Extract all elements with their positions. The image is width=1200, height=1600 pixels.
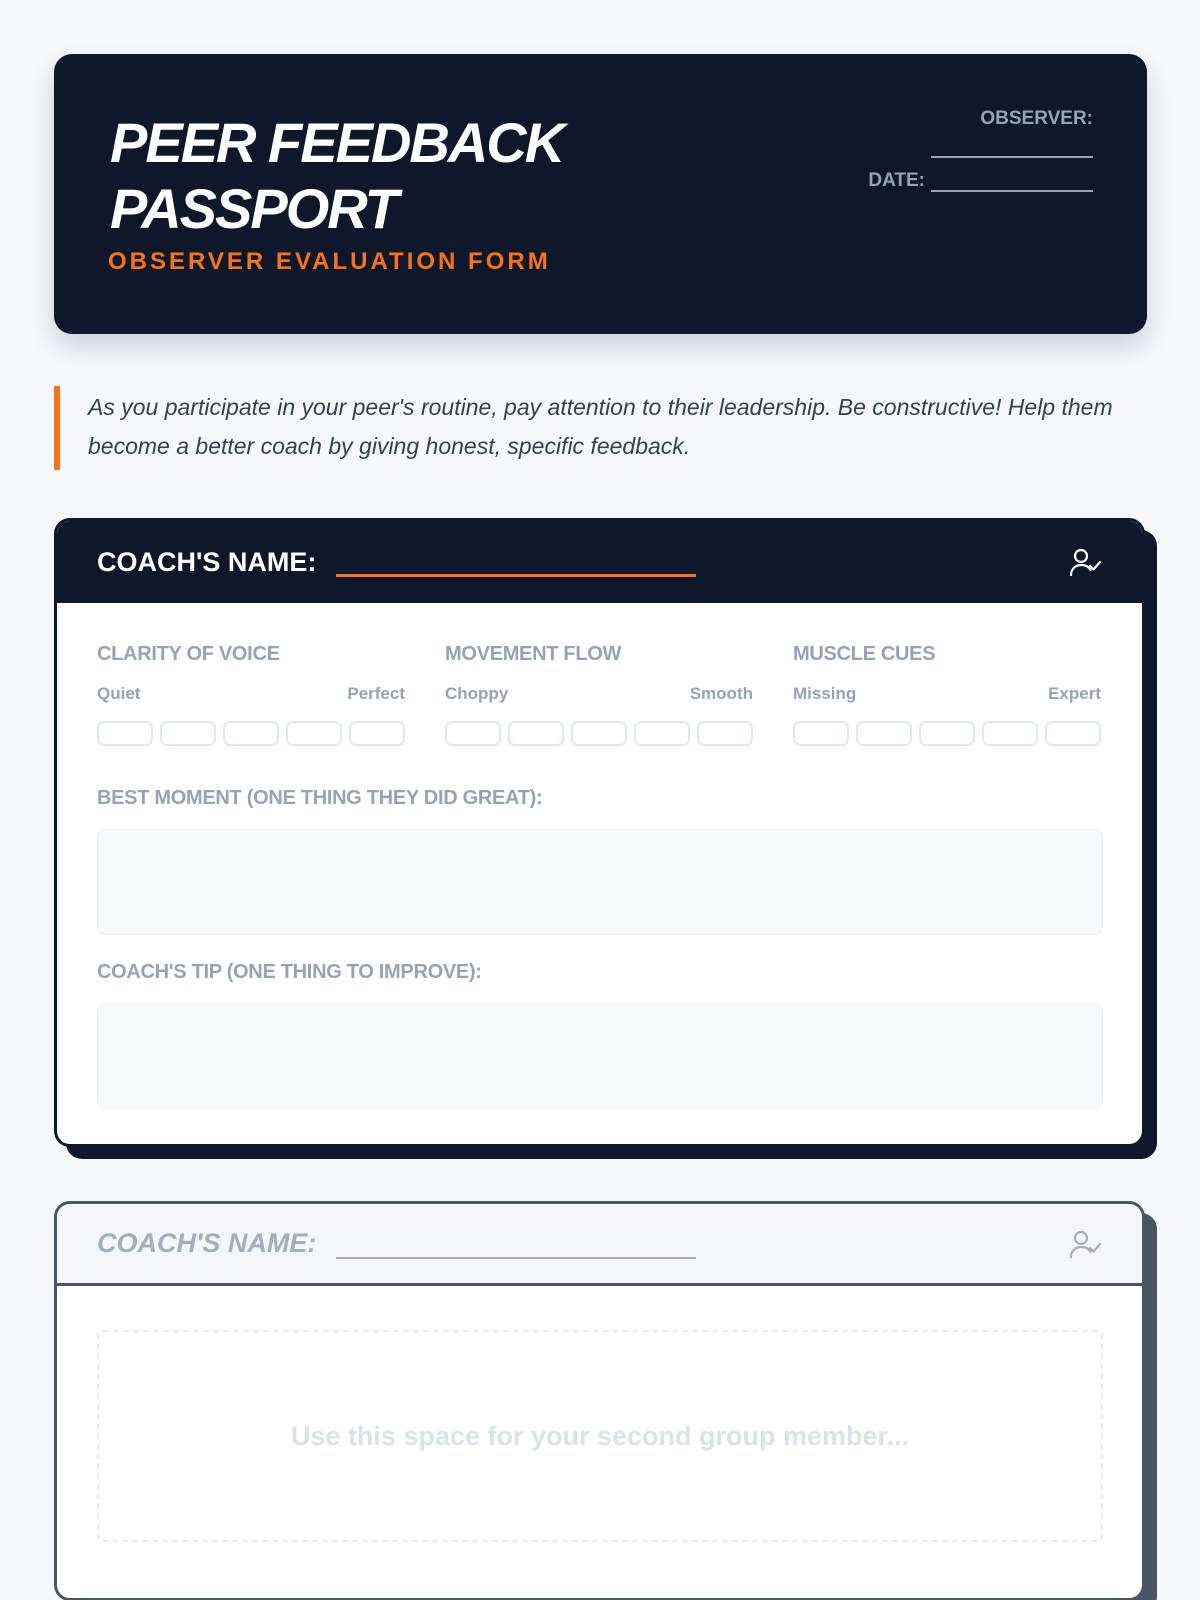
scale-ends	[793, 684, 1101, 704]
scale-high-label: Smooth	[689, 684, 753, 703]
rating-box-1[interactable]	[97, 721, 153, 746]
date-input-line[interactable]	[931, 170, 1093, 192]
rating-box-3[interactable]	[571, 721, 627, 746]
observer-label: OBSERVER:	[980, 108, 1093, 129]
best-moment-label: BEST MOMENT (ONE THING THEY DID GREAT):	[97, 787, 543, 809]
second-member-placeholder[interactable]	[97, 1330, 1103, 1542]
scale-muscle-cues	[793, 643, 1101, 746]
rating-box-5[interactable]	[1045, 721, 1101, 746]
observer-field	[931, 108, 1093, 158]
rating-scales	[97, 643, 1102, 746]
intro-note: As you participate in your peer's routine, pay attention to their leadership. Be constructive! Help them become a better coach by giving honest, specific feedback.	[54, 386, 1147, 470]
user-check-icon	[1068, 1227, 1102, 1261]
rating-box-3[interactable]	[223, 721, 279, 746]
rating-box-3[interactable]	[919, 721, 975, 746]
coach-name-input-line[interactable]	[336, 1229, 696, 1259]
scale-clarity-of-voice	[97, 643, 405, 746]
scale-low-label: Quiet	[97, 684, 141, 703]
feedback-card-2	[54, 1201, 1145, 1600]
rating-box-1[interactable]	[445, 721, 501, 746]
coach-name-label: COACH'S NAME:	[97, 1228, 317, 1258]
date-label: DATE:	[868, 170, 925, 191]
scale-high-label: Perfect	[347, 684, 405, 703]
rating-box-4[interactable]	[634, 721, 690, 746]
rating-box-4[interactable]	[982, 721, 1038, 746]
rating-box-5[interactable]	[349, 721, 405, 746]
page-title	[110, 110, 563, 242]
coach-tip-label: COACH'S TIP (ONE THING TO IMPROVE):	[97, 961, 482, 983]
observer-input-line[interactable]	[931, 136, 1093, 158]
feedback-card-1	[54, 518, 1145, 1147]
scale-low-label: Missing	[793, 684, 857, 703]
rating-box-4[interactable]	[286, 721, 342, 746]
scale-title: CLARITY OF VOICE	[97, 643, 280, 665]
header-banner	[54, 54, 1147, 334]
scale-movement-flow	[445, 643, 753, 746]
rating-box-5[interactable]	[697, 721, 753, 746]
scale-low-label: Choppy	[445, 684, 509, 703]
title-line-1: PEER FEEDBACK	[110, 111, 564, 174]
rating-box-1[interactable]	[793, 721, 849, 746]
rating-boxes	[97, 721, 405, 746]
page-subtitle: OBSERVER EVALUATION FORM	[108, 248, 551, 275]
coach-tip-textarea[interactable]	[97, 1003, 1103, 1109]
date-field	[868, 170, 1093, 192]
rating-boxes	[793, 721, 1101, 746]
best-moment-textarea[interactable]	[97, 829, 1103, 935]
coach-name-label: COACH'S NAME:	[97, 546, 317, 577]
rating-box-2[interactable]	[508, 721, 564, 746]
title-line-2: PASSPORT	[110, 177, 397, 240]
card-header	[57, 521, 1142, 603]
rating-boxes	[445, 721, 753, 746]
scale-title: MOVEMENT FLOW	[445, 643, 622, 665]
scale-ends	[445, 684, 753, 704]
placeholder-text: Use this space for your second group member...	[290, 1420, 910, 1451]
rating-box-2[interactable]	[856, 721, 912, 746]
scale-title: MUSCLE CUES	[793, 643, 936, 665]
rating-box-2[interactable]	[160, 721, 216, 746]
coach-name-input-line[interactable]	[336, 547, 696, 577]
scale-ends	[97, 684, 405, 704]
user-check-icon	[1068, 545, 1102, 579]
scale-high-label: Expert	[1048, 684, 1101, 703]
card-header	[57, 1204, 1142, 1286]
